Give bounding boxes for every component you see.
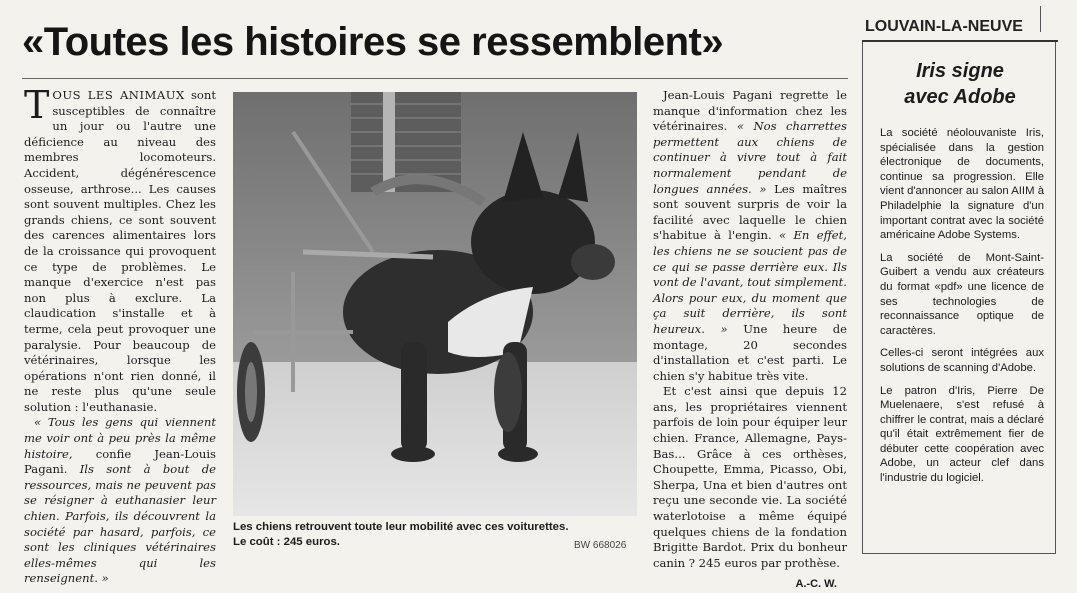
article-headline: «Toutes les histoires se ressemblent» bbox=[22, 20, 724, 64]
p1-d: « En effet, les chiens ne se soucient pas de ce qui se passe derrière eux. Ils vont de l'avant, tout simplement. Alors pour eux, du moment que ça suit derrière, ils sont heureux. » bbox=[653, 228, 847, 336]
photo-illustration bbox=[233, 92, 637, 516]
quote-part-c: Ils sont à bout de ressources, mais ne peuvent pas se résigner à euthanasier leur chien. Parfois, ils découvrent la société par hasard, parfois, ce sont les cliniques vétérinaires elles-mêmes qui les renseignent. » bbox=[24, 462, 216, 586]
opening-paragraph bbox=[24, 83, 217, 415]
p1-a: Jean-Louis Pagani regrette le manque d'information chez les vétérinaires. bbox=[653, 88, 847, 134]
p1-b: « Nos charrettes permettent aux chiens de continuer à vivre tout à fait normalement pendant de longues années. » bbox=[653, 119, 847, 196]
sidebar-title-line-1: Iris signe bbox=[916, 60, 1004, 82]
corner-mark bbox=[1040, 6, 1041, 32]
quote-attribution: confie Jean-Louis Pagani. bbox=[24, 446, 216, 477]
caption-line-1: Les chiens retrouvent toute leur mobilité avec ces voiturettes. bbox=[233, 521, 569, 533]
opening-paragraph-text: sont susceptibles de connaître un jour ou l'autre une déficience au niveau des membres locomoteurs. Accident, dégénérescence osseuse, arthrose... Les causes sont souvent multiples. Chez les grands chiens, ce sont souvent des carences alimentaires lors de la croissance qui provoquent ce type de problèmes. Le manque d'exercice n'est pas non plus à exclure. La claudication s'installe et à terme, cela peut provoquer une paralysie. Pour beaucoup de vétérinaires, lorsque les opérations n'ont rien donné, il ne reste plus qu'une seule solution : l'euthanasie. bbox=[24, 88, 217, 414]
sidebar-location: LOUVAIN-LA-NEUVE bbox=[865, 18, 1023, 35]
column3-paragraph-2: Et c'est ainsi que depuis 12 ans, les propriétaires viennent parfois de loin pour équiper leur chien. France, Allemagne, Pays-Bas... Grâce à ces orthèses, Choupette, Emma, Picasso, Obi, Sherpa, Una et bien d'autres ont reçu une seconde vie. La société waterlotoise a même équipé quelques chiens de la fondation Brigitte Bardot. Prix du bonheur canin ? 245 euros par prothèse. bbox=[653, 384, 847, 570]
quote-paragraph bbox=[24, 415, 216, 587]
sidebar-title bbox=[862, 58, 1058, 110]
headline-divider bbox=[22, 78, 848, 79]
author-signature: A.-C. W. bbox=[795, 578, 837, 591]
sidebar-body bbox=[880, 126, 1044, 494]
quote-part-a: « Tous les gens qui viennent me voir ont à peu près la même histoire, bbox=[24, 415, 216, 461]
sidebar-paragraph: Le patron d'Iris, Pierre De Muelenaere, s'est refusé à chiffrer le contrat, mais a déclaré qu'il était extrêmement fier de débuter cette coopération avec Adobe, un acteur clef dans l'industrie du logiciel. bbox=[880, 384, 1044, 485]
article-column-3 bbox=[653, 88, 847, 593]
column3-paragraph-1 bbox=[653, 88, 847, 384]
p1-c: Les maîtres sont souvent surpris de voir la facilité avec laquelle le chien s'habitue à l'engin. bbox=[653, 181, 847, 243]
sidebar-paragraph: La société de Mont-Saint-Guibert a vendu aux créateurs du format «pdf» une licence de ses technologies de reconnaissance optique de caractères. bbox=[880, 251, 1044, 337]
sidebar-paragraph: La société néolouvaniste Iris, spécialisée dans la gestion électronique de documents, continue sa progression. Elle vient d'annoncer au salon AIIM à Philadelphie la signature d'un important contrat avec la société américaine Adobe Systems. bbox=[880, 127, 1044, 242]
caption-line-2: Le coût : 245 euros. bbox=[233, 536, 340, 548]
dog-wheelchair-photo bbox=[233, 92, 637, 516]
sidebar-paragraph: Celles-ci seront intégrées aux solutions de scanning d'Adobe. bbox=[880, 347, 1044, 374]
drop-cap: T bbox=[24, 83, 50, 127]
photo-credit: BW 668026 bbox=[574, 540, 627, 551]
sidebar-title-line-2: avec Adobe bbox=[904, 86, 1016, 108]
lead-words: OUS LES ANIMAUX bbox=[52, 88, 185, 102]
article-column-1 bbox=[24, 83, 217, 587]
p1-e: Une heure de montage, 20 secondes d'installation et c'est parti. Le chien s'y habitue très vite. bbox=[653, 321, 847, 383]
